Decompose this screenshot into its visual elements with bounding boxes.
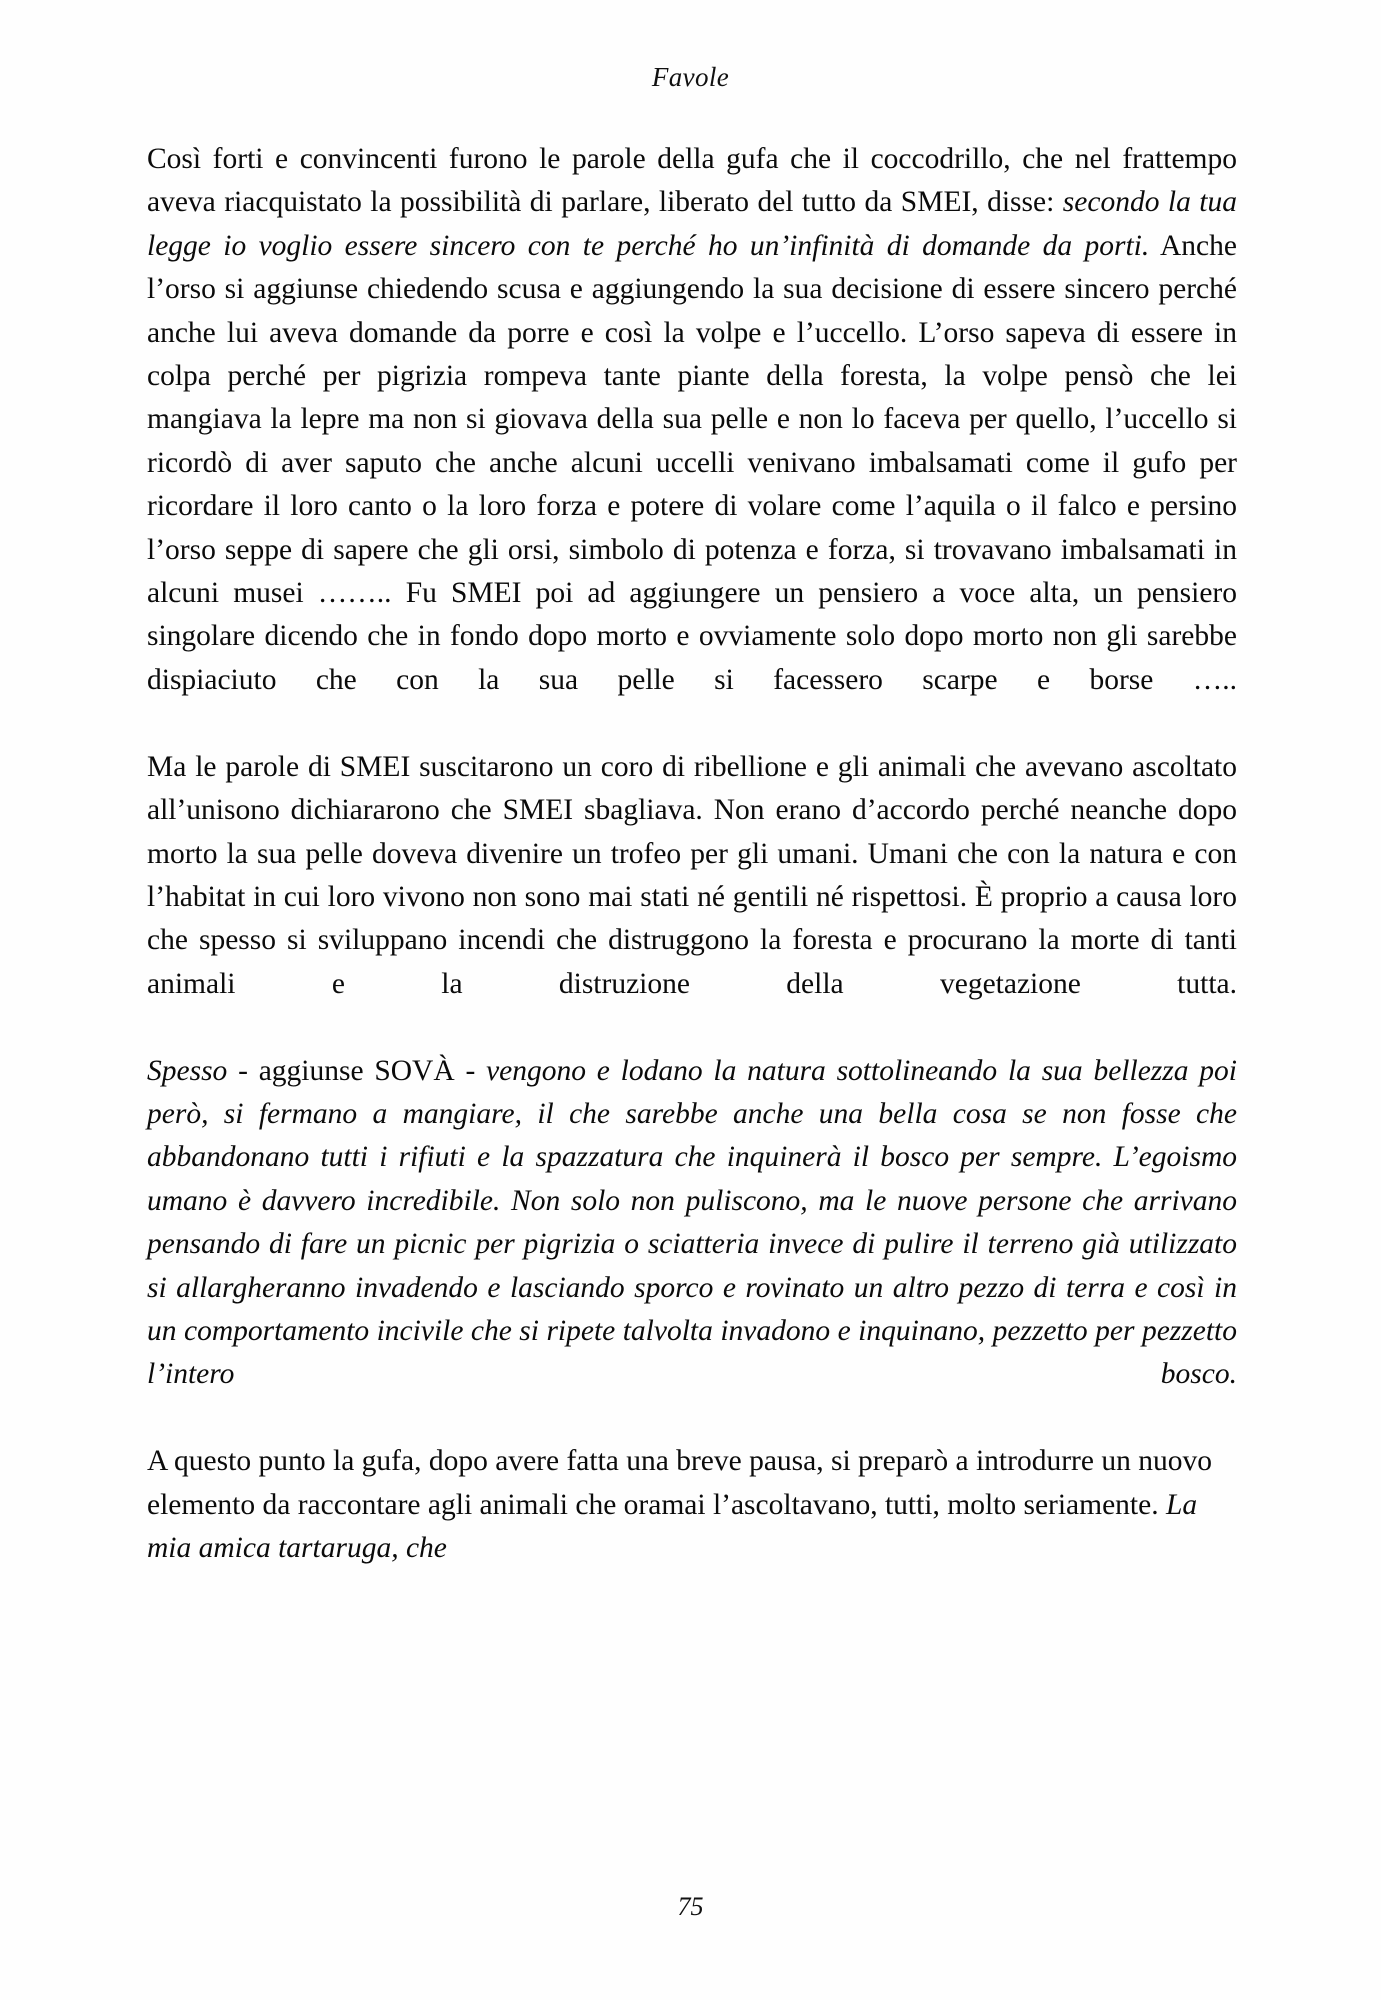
roman-run: Anche l’orso si aggiunse chiedendo scusa e aggiungendo la sua decisione di essere sincero perché anche lui aveva domande da porre e così la volpe e l’uccello. L’orso sapeva di essere in colpa perché per pigrizia rompeva tante piante della foresta, la volpe pensò che lei mangiava la lepre ma non si giovava della sua pelle e non lo faceva per quello, l’uccello si ricordò di aver saputo che anche alcuni uccelli venivano imbalsamati come il gufo per ricordare il loro canto o la loro forza e potere di volare come l’aquila o il falco e persino l’orso seppe di sapere che gli orsi, simbolo di potenza e forza, si trovavano imbalsamati in alcuni musei …….. Fu SMEI poi ad aggiungere un pensiero a voce alta, un pensiero singolare dicendo che in fondo dopo morto e ovviamente solo dopo morto non gli sarebbe dispiaciuto che con la sua pelle si facessero scarpe e borse ….. xyxy=(147,229,1237,696)
paragraph xyxy=(147,1440,1237,1570)
paragraph xyxy=(147,138,1237,746)
roman-run: Così forti e convincenti furono le parole della gufa che il coccodrillo, che nel frattempo aveva riacquistato la possibilità di parlare, liberato del tutto da SMEI, disse: xyxy=(147,143,1237,219)
paragraph xyxy=(147,1050,1237,1441)
roman-run: A questo punto la gufa, dopo avere fatta una breve pausa, si preparò a introdurre un nuovo elemento da raccontare agli animali che oramai l’ascoltavano, tutti, molto seriamente. xyxy=(147,1445,1212,1521)
body-text xyxy=(147,138,1237,1570)
running-head: Favole xyxy=(651,62,730,92)
italic-run: vengono e lodano la natura sottolineando la sua bellezza poi però, si fermano a mangiare, il che sarebbe anche una bella cosa se non fosse che abbandonano tutti i rifiuti e la spazzatura che inquinerà il bosco per sempre. L’egoismo umano è davvero incredibile. Non solo non puliscono, ma le nuove persone che arrivano pensando di fare un picnic per pigrizia o sciatteria invece di pulire il terreno già utilizzato si allargheranno invadendo e lasciando sporco e rovinato un altro pezzo di terra e così in un comportamento incivile che si ripete talvolta invadono e inquinano, pezzetto per pezzetto l’intero bosco. xyxy=(147,1054,1237,1391)
paragraph xyxy=(147,746,1237,1050)
roman-run: Ma le parole di SMEI suscitarono un coro di ribellione e gli animali che avevano ascoltato all’unisono dichiararono che SMEI sbagliava. Non erano d’accordo perché neanche dopo morto la sua pelle doveva divenire un trofeo per gli umani. Umani che con la natura e con l’habitat in cui loro vivono non sono mai stati né gentili né rispettosi. È proprio a causa loro che spesso si sviluppano incendi che distruggono la foresta e procurano la morte di tanti animali e la distruzione della vegetazione tutta. xyxy=(147,750,1237,1000)
italic-run: La mia amica tartaruga, che xyxy=(147,1488,1198,1564)
roman-run: - aggiunse SOVÀ - xyxy=(227,1054,487,1087)
italic-run: secondo la tua legge io voglio essere sincero con te perché ho un’infinità di domande da porti. xyxy=(147,186,1238,262)
page-number: 75 xyxy=(677,1892,704,1921)
italic-run: Spesso xyxy=(147,1054,228,1087)
